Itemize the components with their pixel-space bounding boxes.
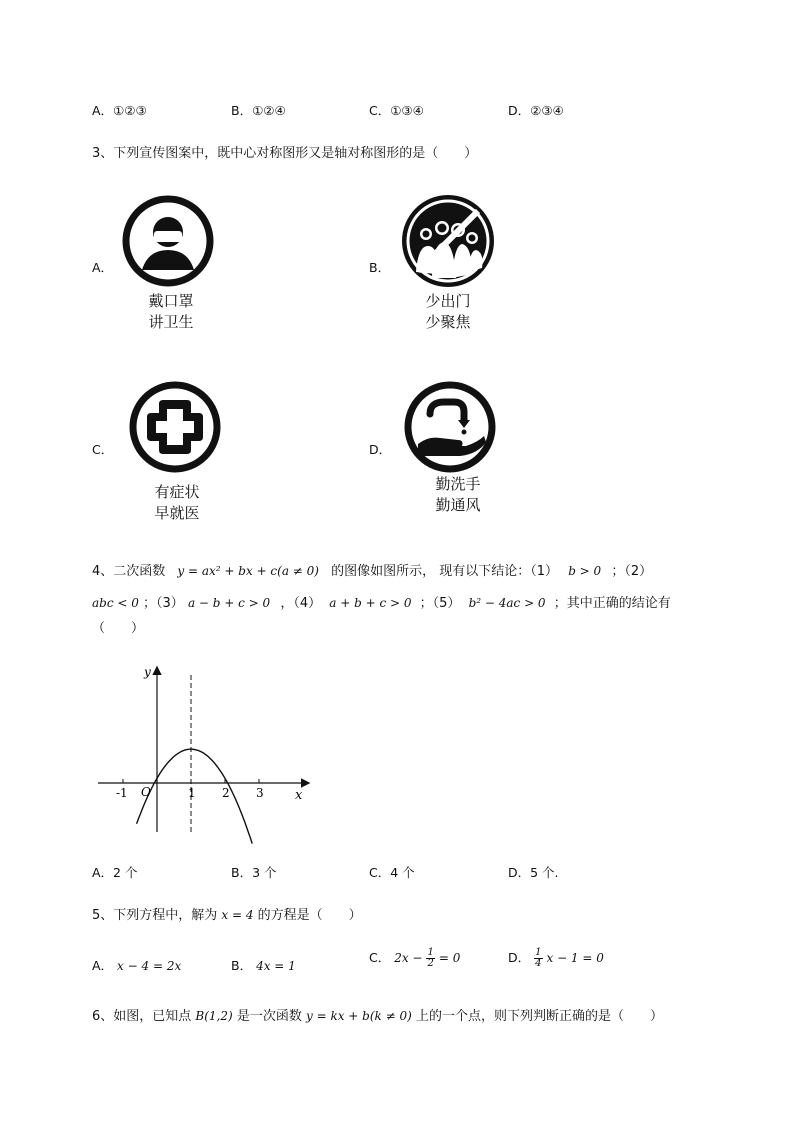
q3-option-d-letter: D． — [369, 442, 392, 457]
q5-stem — [92, 904, 362, 923]
q3-option-d-caption — [398, 474, 518, 516]
q6-function: y = kx + b(k ≠ 0) — [305, 1009, 412, 1023]
q5-option-a-letter: A． — [92, 958, 114, 973]
q4-conclusion-3: a − b + c > 0 — [187, 596, 271, 610]
q4-stem-prefix: 4、二次函数 — [92, 564, 166, 579]
medical-cross-icon — [125, 380, 225, 474]
q4-conclusion-4-label: ，（4） — [280, 596, 322, 611]
q5-option-c-expr-post: = 0 — [438, 951, 461, 965]
q5-option-c-expr-pre: 2x − — [394, 951, 423, 965]
q3-option-b-letter: B． — [369, 260, 391, 275]
fraction-numerator: 1 — [427, 947, 434, 958]
origin-label: O — [141, 785, 151, 799]
q4-conclusion-5-label: ；（5） — [419, 596, 461, 611]
q3-option-a-caption-line1: 戴口罩 — [148, 292, 194, 310]
q5-option-d — [508, 948, 604, 969]
q5-solution: x = 4 — [221, 908, 254, 922]
x-axis-label: x — [295, 788, 303, 803]
q3-option-c-caption-line2: 早就医 — [154, 504, 200, 522]
q6-point: B(1,2) — [195, 1009, 233, 1023]
x-tick-label: -1 — [116, 786, 128, 800]
q4-conclusion-4: a + b + c > 0 — [329, 596, 412, 610]
q6-stem-mid: 是一次函数 — [236, 1009, 302, 1024]
q5-option-a — [92, 956, 181, 974]
q4-stem-suffix: ；其中正确的结论有 — [553, 596, 671, 611]
q4-conclusion-2: abc < 0 — [92, 596, 139, 610]
q5-option-b-expr: 4x = 1 — [256, 959, 296, 973]
q5-option-c-fraction — [426, 948, 434, 969]
crowd-prohibited-icon — [398, 194, 498, 288]
q3-stem: 3、下列宣传图案中，既中心对称图形又是轴对称图形的是（ ） — [92, 146, 478, 161]
q4-stem-line2 — [92, 592, 671, 611]
x-tick-label: 2 — [222, 786, 230, 800]
q4-conclusion-5: b² − 4ac > 0 — [468, 596, 546, 610]
q5-option-d-fraction — [534, 948, 542, 969]
q3-option-b-caption-line2: 少聚焦 — [425, 313, 471, 331]
q4-option-a: A．2 个 — [92, 865, 138, 880]
q3-option-b-caption — [388, 291, 508, 333]
q4-answer-paren: （ ） — [92, 621, 145, 636]
fraction-denominator: 4 — [535, 958, 542, 969]
q2-option-b: B．①②④ — [231, 103, 286, 118]
q2-option-c: C．①③④ — [369, 103, 424, 118]
x-tick-label: 1 — [188, 786, 196, 800]
q4-conclusion-1: b > 0 — [568, 564, 602, 578]
q2-option-d: D．②③④ — [508, 103, 564, 118]
q3-option-d-caption-line1: 勤洗手 — [435, 475, 481, 493]
q6-stem — [92, 1005, 663, 1024]
hand-washing-icon — [400, 380, 500, 474]
q5-stem-prefix: 5、下列方程中，解为 — [92, 908, 218, 923]
q3-option-b-caption-line1: 少出门 — [425, 292, 471, 310]
q5-option-d-expr-post: x − 1 = 0 — [546, 951, 604, 965]
fraction-numerator: 1 — [535, 947, 542, 958]
q4-stem-mid: 的图像如图所示， 现有以下结论：（1） — [331, 564, 559, 579]
q6-stem-suffix: 上的一个点，则下列判断正确的是（ ） — [415, 1009, 663, 1024]
q5-option-b-letter: B． — [231, 958, 253, 973]
q3-option-d-caption-line2: 勤通风 — [435, 496, 481, 514]
fraction-denominator: 2 — [427, 958, 434, 969]
q5-option-c — [369, 948, 460, 969]
q2-option-a: A．①②③ — [92, 103, 147, 118]
q5-stem-suffix: 的方程是（ ） — [257, 908, 362, 923]
q4-conclusion-2-label: ；（2） — [611, 564, 653, 579]
q4-option-b: B．3 个 — [231, 865, 277, 880]
q5-option-c-letter: C． — [369, 950, 391, 965]
y-axis-label: y — [144, 665, 151, 679]
q4-option-c: C．4 个 — [369, 865, 415, 880]
mask-person-icon — [118, 194, 218, 288]
q3-option-a-caption — [111, 291, 231, 333]
q4-option-d: D．5 个. — [508, 865, 559, 880]
q4-conclusion-3-label: ；（3） — [143, 596, 184, 611]
q3-option-c-caption — [117, 482, 237, 524]
q3-option-c-caption-line1: 有症状 — [154, 483, 200, 501]
q4-function: y = ax² + bx + c(a ≠ 0) — [177, 564, 319, 578]
q6-stem-prefix: 6、如图，已知点 — [92, 1009, 192, 1024]
q3-option-a-caption-line2: 讲卫生 — [148, 313, 194, 331]
q3-option-c-letter: C． — [92, 442, 114, 457]
parabola-graph — [90, 660, 320, 840]
q5-option-b — [231, 956, 296, 974]
x-tick-label: 3 — [256, 786, 264, 800]
q4-stem-line1 — [92, 560, 652, 579]
q3-option-a-letter: A． — [92, 260, 114, 275]
q5-option-d-letter: D． — [508, 950, 531, 965]
q5-option-a-expr: x − 4 = 2x — [117, 959, 182, 973]
